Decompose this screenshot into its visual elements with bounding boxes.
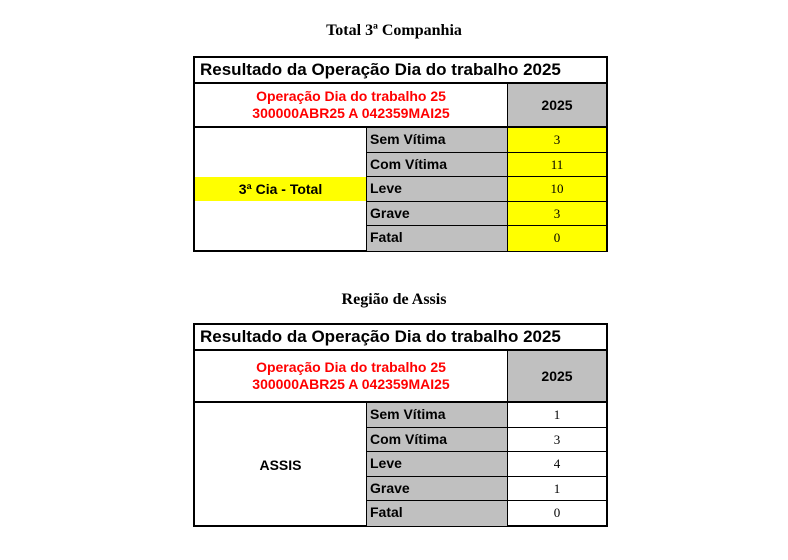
unit-cell [195, 403, 367, 526]
value-leve: 4 [508, 452, 606, 477]
category-column [367, 128, 508, 251]
category-fatal: Fatal [367, 501, 508, 526]
operation-name-cell [195, 351, 508, 401]
value-column [508, 403, 606, 526]
value-grave: 1 [508, 477, 606, 502]
unit-label: ASSIS [259, 457, 302, 473]
table-header: Resultado da Operação Dia do trabalho 2025 [195, 325, 606, 351]
category-sem-vitima: Sem Vítima [367, 403, 508, 428]
category-sem-vitima: Sem Vítima [367, 128, 508, 153]
unit-label: 3ª Cia - Total [195, 177, 366, 201]
category-grave: Grave [367, 202, 508, 227]
operation-name: Operação Dia do trabalho 25 [256, 359, 446, 375]
results-table-3a-cia [193, 56, 608, 252]
table-body [195, 403, 606, 526]
year-header: 2025 [508, 84, 606, 126]
operation-name-cell [195, 84, 508, 126]
value-sem-vitima: 1 [508, 403, 606, 428]
operation-period: 300000ABR25 A 042359MAI25 [252, 105, 450, 121]
value-grave: 3 [508, 202, 606, 227]
value-fatal: 0 [553, 505, 561, 521]
table-body [195, 128, 606, 251]
category-fatal: Fatal [367, 226, 508, 251]
value-leve: 10 [508, 177, 606, 202]
category-com-vitima: Com Vítima [367, 428, 508, 453]
table-header: Resultado da Operação Dia do trabalho 2025 [195, 58, 606, 84]
operation-period: 300000ABR25 A 042359MAI25 [252, 376, 450, 392]
operation-row [195, 351, 606, 403]
value-com-vitima: 3 [508, 428, 606, 453]
year-header: 2025 [508, 351, 606, 401]
category-grave: Grave [367, 477, 508, 502]
unit-cell [195, 128, 367, 251]
operation-row [195, 84, 606, 128]
value-fatal: 0 [508, 226, 606, 251]
category-com-vitima: Com Vítima [367, 153, 508, 178]
category-leve: Leve [367, 452, 508, 477]
value-com-vitima: 11 [508, 153, 606, 178]
category-column [367, 403, 508, 526]
operation-name: Operação Dia do trabalho 25 [256, 88, 446, 104]
results-table-assis [193, 323, 608, 527]
section-title-total-3a-companhia: Total 3ª Companhia [326, 22, 462, 39]
value-column [508, 128, 606, 251]
value-sem-vitima: 3 [508, 128, 606, 153]
category-leve: Leve [367, 177, 508, 202]
section-title-regiao-de-assis: Região de Assis [341, 291, 447, 308]
